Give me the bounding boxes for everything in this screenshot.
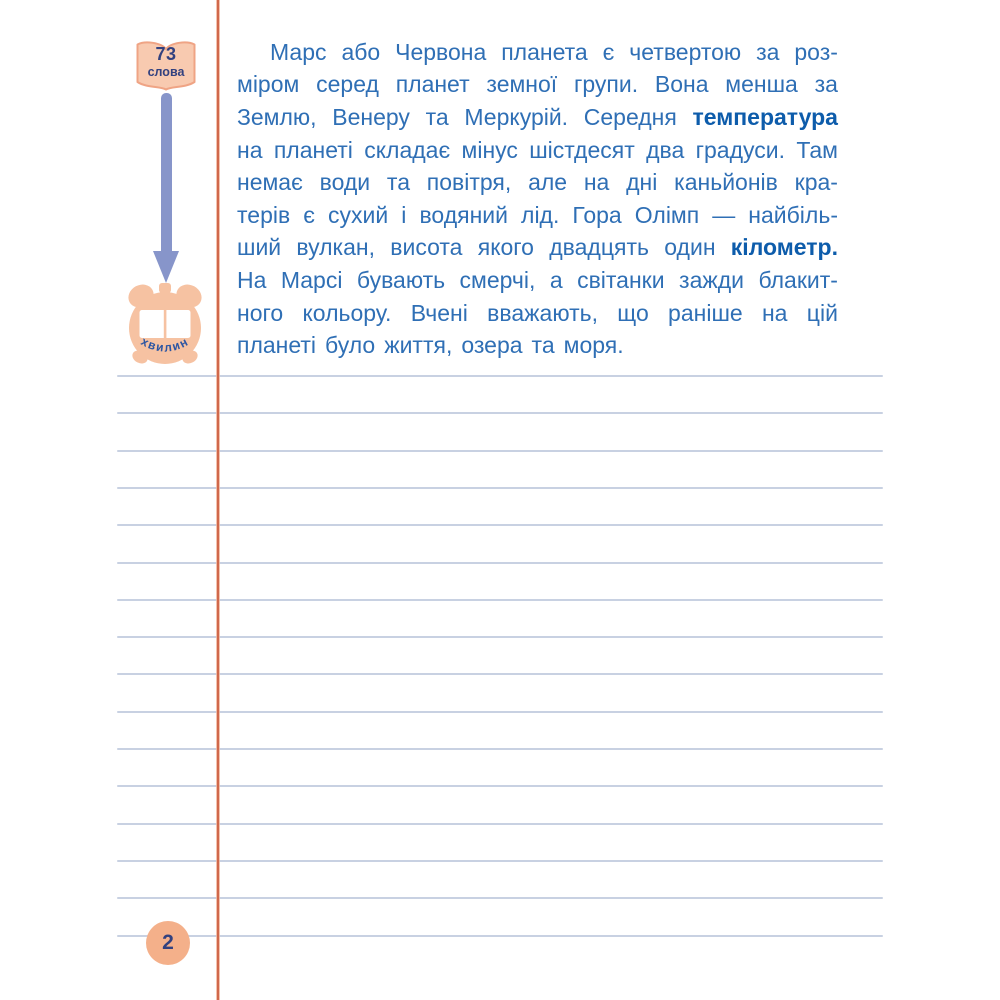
writing-lines xyxy=(117,375,883,937)
ruled-line xyxy=(117,748,883,750)
passage-line: ший вулкан, висота якого двадцять один кілометр. xyxy=(237,234,838,261)
margin-rule-line xyxy=(217,0,219,1000)
word-count-value: 73 xyxy=(155,44,177,64)
ruled-line xyxy=(117,673,883,675)
down-arrow-icon xyxy=(161,93,172,252)
passage-line: Землю, Венеру та Меркурій. Середня температура xyxy=(237,103,838,130)
ruled-line xyxy=(117,823,883,825)
ruled-line xyxy=(117,450,883,452)
page-number: 2 xyxy=(162,931,174,954)
reading-passage xyxy=(237,36,838,362)
word-count-badge xyxy=(132,39,200,93)
passage-line: На Марсі бувають смерчі, а світанки зажди блакит- xyxy=(237,266,838,293)
ruled-line xyxy=(117,897,883,899)
ruled-line xyxy=(117,636,883,638)
ruled-line xyxy=(117,860,883,862)
passage-line: терів є сухий і водяний лід. Гора Олімп — найбіль- xyxy=(237,201,838,228)
page-number-badge xyxy=(146,921,190,965)
ruled-line xyxy=(117,711,883,713)
ruled-line xyxy=(117,375,883,377)
passage-line: на планеті складає мінус шістдесят два градуси. Там xyxy=(237,136,838,163)
timer-unit-label: хвилин xyxy=(138,334,192,355)
passage-line: планеті було життя, озера та моря. xyxy=(237,332,624,359)
word-count-unit: слова xyxy=(147,65,185,79)
ruled-line xyxy=(117,412,883,414)
down-arrow-head-icon xyxy=(153,251,179,283)
ruled-line xyxy=(117,599,883,601)
ruled-line xyxy=(117,785,883,787)
passage-line: міром серед планет земної групи. Вона менша за xyxy=(237,71,838,98)
passage-line: Марс або Червона планета є четвертою за роз- xyxy=(270,38,838,65)
ruled-line xyxy=(117,562,883,564)
alarm-clock-icon xyxy=(125,282,205,368)
passage-line: немає води та повітря, але на дні каньйонів кра- xyxy=(237,169,838,196)
reading-timer xyxy=(125,282,205,368)
passage-line: ного кольору. Вчені вважають, що раніше на цій xyxy=(237,299,838,326)
ruled-line xyxy=(117,935,883,937)
ruled-line xyxy=(117,487,883,489)
ruled-line xyxy=(117,524,883,526)
